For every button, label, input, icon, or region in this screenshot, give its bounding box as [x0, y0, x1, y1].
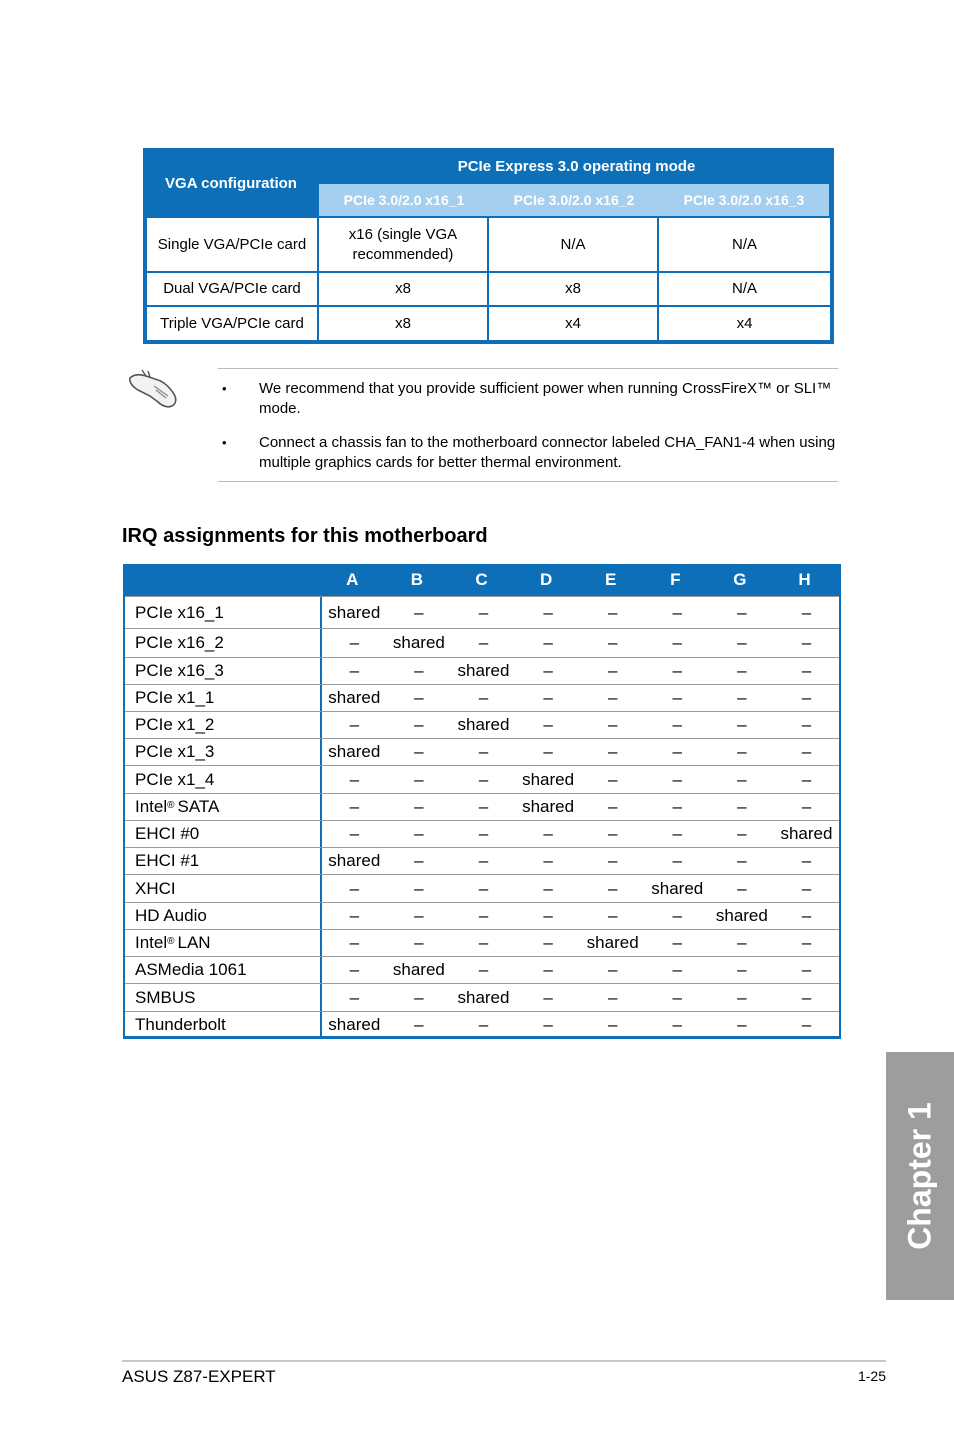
irq-column-header: H — [798, 570, 811, 589]
irq-assignment-cell: – — [543, 824, 553, 843]
irq-assignment-cell: – — [737, 633, 747, 652]
irq-assignment-cell: – — [801, 602, 812, 622]
irq-assignment-cell: shared — [586, 933, 639, 952]
irq-assignment-cell: – — [414, 851, 424, 870]
irq-assignment-cell: – — [801, 715, 812, 734]
irq-assignment-cell: – — [737, 878, 747, 898]
irq-assignment-cell: – — [607, 661, 618, 680]
irq-assignment-cell: – — [543, 960, 553, 979]
note-text: We recommend that you provide sufficient power when running CrossFireX™ or SLI™ mode. — [259, 380, 832, 417]
irq-assignment-cell: – — [543, 987, 553, 1007]
device-name-text: Thunderbolt — [135, 1014, 226, 1034]
irq-table — [123, 564, 841, 1039]
table-row — [125, 657, 839, 684]
irq-assignment-cell: – — [737, 742, 747, 761]
table-row — [125, 902, 839, 929]
irq-assignment-cell: – — [801, 906, 812, 925]
irq-assignment-cell: – — [414, 1014, 424, 1034]
irq-assignment-cell: – — [478, 906, 489, 925]
irq-assignment-cell: – — [414, 661, 424, 680]
irq-device-name — [125, 794, 322, 820]
irq-assignment-cell: – — [543, 851, 553, 870]
irq-assignment-cell: – — [737, 602, 747, 622]
footer-rule — [122, 1360, 886, 1362]
pcie-slot-header: PCIe 3.0/2.0 x16_1 — [343, 192, 465, 208]
bullet: • — [222, 381, 227, 396]
mode-cell: N/A — [659, 273, 830, 305]
irq-assignment-cell: – — [478, 797, 489, 816]
table-row — [147, 273, 830, 305]
irq-assignment-cell: – — [801, 1014, 812, 1034]
irq-assignment-cell: – — [607, 797, 618, 816]
irq-assignment-cell: – — [672, 960, 682, 979]
irq-section-title: IRQ assignments for this motherboard — [122, 525, 488, 547]
irq-assignment-cell: shared — [457, 715, 510, 734]
device-name-text: HD Audio — [135, 906, 207, 925]
chapter-label: Chapter 1 — [901, 1102, 938, 1250]
irq-assignment-cell: – — [414, 878, 424, 898]
irq-device-name — [125, 984, 322, 1011]
irq-assignment-cell: – — [801, 742, 812, 761]
irq-assignment-cell: – — [607, 906, 618, 925]
mode-cell: x8 — [489, 273, 657, 305]
table-row — [125, 874, 839, 902]
irq-assignment-cell: – — [543, 878, 553, 898]
irq-assignment-cell: – — [737, 960, 747, 979]
irq-assignment-cell: – — [607, 987, 618, 1007]
vga-configuration-table — [143, 148, 834, 344]
device-name-text: Intel — [135, 933, 168, 952]
footer-product-name: ASUS Z87-EXPERT — [122, 1367, 276, 1386]
irq-device-name — [125, 712, 322, 738]
registered-mark: ® — [167, 935, 175, 947]
table-row — [125, 765, 839, 793]
table-row — [125, 596, 839, 628]
note-item — [222, 379, 842, 421]
irq-device-name — [125, 629, 322, 657]
irq-assignment-cell: shared — [328, 742, 381, 761]
irq-assignment-cell: – — [737, 797, 747, 816]
table-row — [125, 929, 839, 956]
device-name-suffix: LAN — [177, 933, 211, 952]
hand-note-icon — [128, 366, 180, 412]
device-name-text: PCIe x1_3 — [135, 742, 215, 761]
irq-assignment-cell: – — [414, 602, 424, 622]
pcie-slot-headers — [319, 184, 829, 216]
irq-assignment-cell: – — [672, 1014, 682, 1034]
vga-config-cell: Triple VGA/PCIe card — [147, 307, 317, 340]
irq-assignment-cell: – — [607, 602, 618, 622]
irq-assignment-cell: – — [801, 797, 812, 816]
mode-cell: x16 (single VGA recommended) — [319, 218, 487, 271]
note-item — [222, 433, 842, 475]
irq-assignment-cell: – — [478, 878, 489, 898]
table-row — [125, 820, 839, 847]
irq-assignment-cell: – — [607, 1014, 618, 1034]
pcie-slot-header: PCIe 3.0/2.0 x16_2 — [513, 192, 635, 208]
device-name-text: EHCI #1 — [135, 851, 200, 870]
device-name-text: PCIe x16_2 — [135, 633, 224, 652]
device-name-text: PCIe x1_4 — [135, 769, 215, 789]
device-name-text: XHCI — [135, 878, 176, 898]
irq-device-name — [125, 957, 322, 983]
irq-assignment-cell: – — [672, 633, 682, 652]
irq-assignment-cell: – — [672, 602, 682, 622]
irq-assignment-cell: – — [607, 878, 618, 898]
irq-assignment-cell: – — [607, 633, 618, 652]
device-name-text: ASMedia 1061 — [135, 960, 247, 979]
irq-assignment-cell: – — [478, 769, 489, 789]
device-name-text: PCIe x1_2 — [135, 715, 215, 734]
irq-column-header: C — [475, 570, 488, 589]
irq-assignment-cell: shared — [651, 878, 704, 898]
irq-assignment-cell: shared — [328, 688, 381, 707]
mode-cell: x4 — [489, 307, 657, 340]
irq-assignment-cell: shared — [457, 661, 510, 680]
irq-assignment-cell: shared — [328, 602, 381, 622]
irq-column-header: G — [733, 570, 747, 589]
irq-assignment-cell: – — [414, 769, 424, 789]
irq-assignment-cell: – — [349, 769, 360, 789]
irq-assignment-cell: – — [672, 715, 682, 734]
irq-assignment-cell: – — [737, 987, 747, 1007]
irq-column-header: D — [539, 570, 553, 589]
irq-assignment-cell: – — [737, 769, 747, 789]
irq-column-headers — [320, 564, 841, 596]
irq-assignment-cell: – — [607, 688, 618, 707]
irq-assignment-cell: – — [801, 987, 812, 1007]
note-top-rule — [218, 368, 838, 369]
irq-assignment-cell: – — [543, 1014, 553, 1034]
mode-cell: x4 — [659, 307, 830, 340]
device-name-text: EHCI #0 — [135, 824, 200, 843]
irq-device-name — [125, 658, 322, 684]
irq-device-name — [125, 597, 322, 628]
irq-assignment-cell: – — [543, 688, 553, 707]
irq-assignment-cell: – — [672, 688, 682, 707]
table-row — [147, 307, 830, 340]
irq-assignment-cell: – — [349, 933, 360, 952]
vga-config-cell: Dual VGA/PCIe card — [147, 273, 317, 305]
irq-assignment-cell: – — [414, 688, 424, 707]
vga-table-body — [147, 218, 830, 340]
irq-assignment-cell: – — [478, 688, 489, 707]
irq-assignment-cell: – — [801, 769, 812, 789]
irq-assignment-cell: – — [607, 742, 618, 761]
table-row — [125, 711, 839, 738]
irq-assignment-cell: – — [672, 769, 682, 789]
irq-assignment-cell: – — [737, 688, 747, 707]
irq-assignment-cell: shared — [328, 1014, 381, 1034]
irq-assignment-cell: – — [672, 661, 682, 680]
irq-assignment-cell: – — [349, 715, 360, 734]
irq-assignment-cell: – — [801, 688, 812, 707]
irq-assignment-cell: – — [672, 851, 682, 870]
irq-assignment-cell: – — [349, 878, 360, 898]
irq-device-name — [125, 930, 322, 956]
irq-assignment-cell: – — [478, 1014, 489, 1034]
device-name-text: PCIe x16_1 — [135, 602, 224, 622]
irq-assignment-cell: – — [414, 797, 424, 816]
irq-assignment-cell: – — [543, 715, 553, 734]
irq-assignment-cell: – — [607, 960, 618, 979]
irq-assignment-cell: – — [478, 824, 489, 843]
registered-mark: ® — [167, 799, 175, 811]
irq-assignment-cell: – — [801, 661, 812, 680]
irq-assignment-cell: – — [607, 769, 618, 789]
irq-assignment-cell: – — [478, 633, 489, 652]
irq-assignment-cell: – — [543, 742, 553, 761]
irq-assignment-cell: shared — [522, 769, 575, 789]
table-row — [125, 684, 839, 711]
irq-table-body — [125, 596, 839, 1036]
irq-device-name — [125, 685, 322, 711]
irq-assignment-cell: – — [672, 933, 682, 952]
irq-assignment-cell: – — [737, 824, 747, 843]
irq-assignment-cell: – — [801, 933, 812, 952]
irq-assignment-cell: – — [478, 933, 489, 952]
irq-assignment-cell: – — [349, 797, 360, 816]
pcie-operating-mode-header: PCIe Express 3.0 operating mode — [457, 157, 696, 175]
irq-assignment-cell: – — [414, 824, 424, 843]
irq-assignment-cell: – — [672, 742, 682, 761]
mode-cell: N/A — [489, 218, 657, 271]
irq-assignment-cell: – — [349, 633, 360, 652]
irq-column-header: A — [346, 570, 359, 589]
irq-assignment-cell: – — [737, 715, 747, 734]
irq-device-name — [125, 821, 322, 847]
irq-assignment-cell: – — [672, 797, 682, 816]
irq-column-header: B — [410, 570, 424, 589]
irq-device-name — [125, 903, 322, 929]
irq-assignment-cell: – — [349, 987, 360, 1007]
vga-config-header: VGA configuration — [165, 174, 297, 192]
irq-assignment-cell: – — [414, 933, 424, 952]
device-name-text: PCIe x16_3 — [135, 661, 224, 680]
irq-assignment-cell: – — [607, 715, 618, 734]
irq-assignment-cell: – — [349, 824, 360, 843]
irq-assignment-cell: – — [672, 824, 682, 843]
irq-assignment-cell: – — [543, 602, 553, 622]
irq-assignment-cell: shared — [457, 987, 510, 1007]
device-name-text: SMBUS — [135, 987, 196, 1007]
table-row — [147, 218, 830, 271]
irq-assignment-cell: – — [478, 851, 489, 870]
irq-assignment-cell: – — [801, 960, 812, 979]
chapter-tab — [886, 1052, 954, 1300]
irq-column-header: F — [670, 570, 681, 589]
irq-assignment-cell: – — [478, 602, 489, 622]
irq-assignment-cell: – — [478, 742, 489, 761]
irq-column-header: E — [605, 570, 617, 589]
irq-assignment-cell: shared — [780, 824, 833, 843]
irq-assignment-cell: shared — [328, 851, 381, 870]
irq-assignment-cell: shared — [392, 960, 445, 979]
irq-assignment-cell: – — [543, 633, 553, 652]
footer-page-number: 1-25 — [857, 1368, 886, 1384]
irq-assignment-cell: – — [349, 906, 360, 925]
device-name-text: PCIe x1_1 — [135, 688, 215, 707]
irq-assignment-cell: – — [737, 851, 747, 870]
irq-assignment-cell: – — [672, 987, 682, 1007]
mode-cell: x8 — [319, 273, 487, 305]
irq-assignment-cell: – — [478, 960, 489, 979]
irq-device-name — [125, 848, 322, 874]
table-row — [125, 983, 839, 1011]
irq-assignment-cell: – — [737, 933, 747, 952]
irq-device-name — [125, 1012, 322, 1037]
note-text: Connect a chassis fan to the motherboard connector labeled CHA_FAN1-4 when using multiple graphics cards for better thermal environment. — [259, 434, 836, 471]
irq-assignment-cell: – — [543, 661, 553, 680]
mode-cell: x8 — [319, 307, 487, 340]
table-row — [125, 738, 839, 765]
table-row — [125, 793, 839, 820]
irq-assignment-cell: – — [414, 987, 424, 1007]
irq-assignment-cell: – — [737, 1014, 747, 1034]
note-bottom-rule — [218, 481, 838, 482]
irq-device-name — [125, 739, 322, 765]
device-name-suffix: SATA — [177, 797, 220, 816]
pcie-slot-header: PCIe 3.0/2.0 x16_3 — [683, 192, 805, 208]
irq-assignment-cell: shared — [522, 797, 575, 816]
irq-device-name — [125, 766, 322, 793]
irq-assignment-cell: – — [414, 742, 424, 761]
irq-assignment-cell: shared — [715, 906, 768, 925]
vga-config-cell: Single VGA/PCIe card — [147, 218, 317, 271]
device-name-text: Intel — [135, 797, 168, 816]
table-row — [125, 628, 839, 657]
table-row — [125, 956, 839, 983]
bullet: • — [222, 435, 227, 450]
irq-assignment-cell: – — [801, 878, 812, 898]
irq-assignment-cell: – — [414, 715, 424, 734]
irq-assignment-cell: – — [349, 960, 360, 979]
irq-assignment-cell: – — [801, 633, 812, 652]
irq-assignment-cell: – — [607, 851, 618, 870]
irq-assignment-cell: – — [607, 824, 618, 843]
table-row — [125, 847, 839, 874]
irq-assignment-cell: – — [801, 851, 812, 870]
irq-device-name — [125, 875, 322, 902]
mode-cell: N/A — [659, 218, 830, 271]
irq-assignment-cell: – — [349, 661, 360, 680]
irq-assignment-cell: shared — [392, 633, 445, 652]
irq-assignment-cell: – — [543, 906, 553, 925]
irq-assignment-cell: – — [672, 906, 682, 925]
irq-assignment-cell: – — [543, 933, 553, 952]
table-row — [125, 1011, 839, 1037]
irq-assignment-cell: – — [737, 661, 747, 680]
irq-assignment-cell: – — [414, 906, 424, 925]
